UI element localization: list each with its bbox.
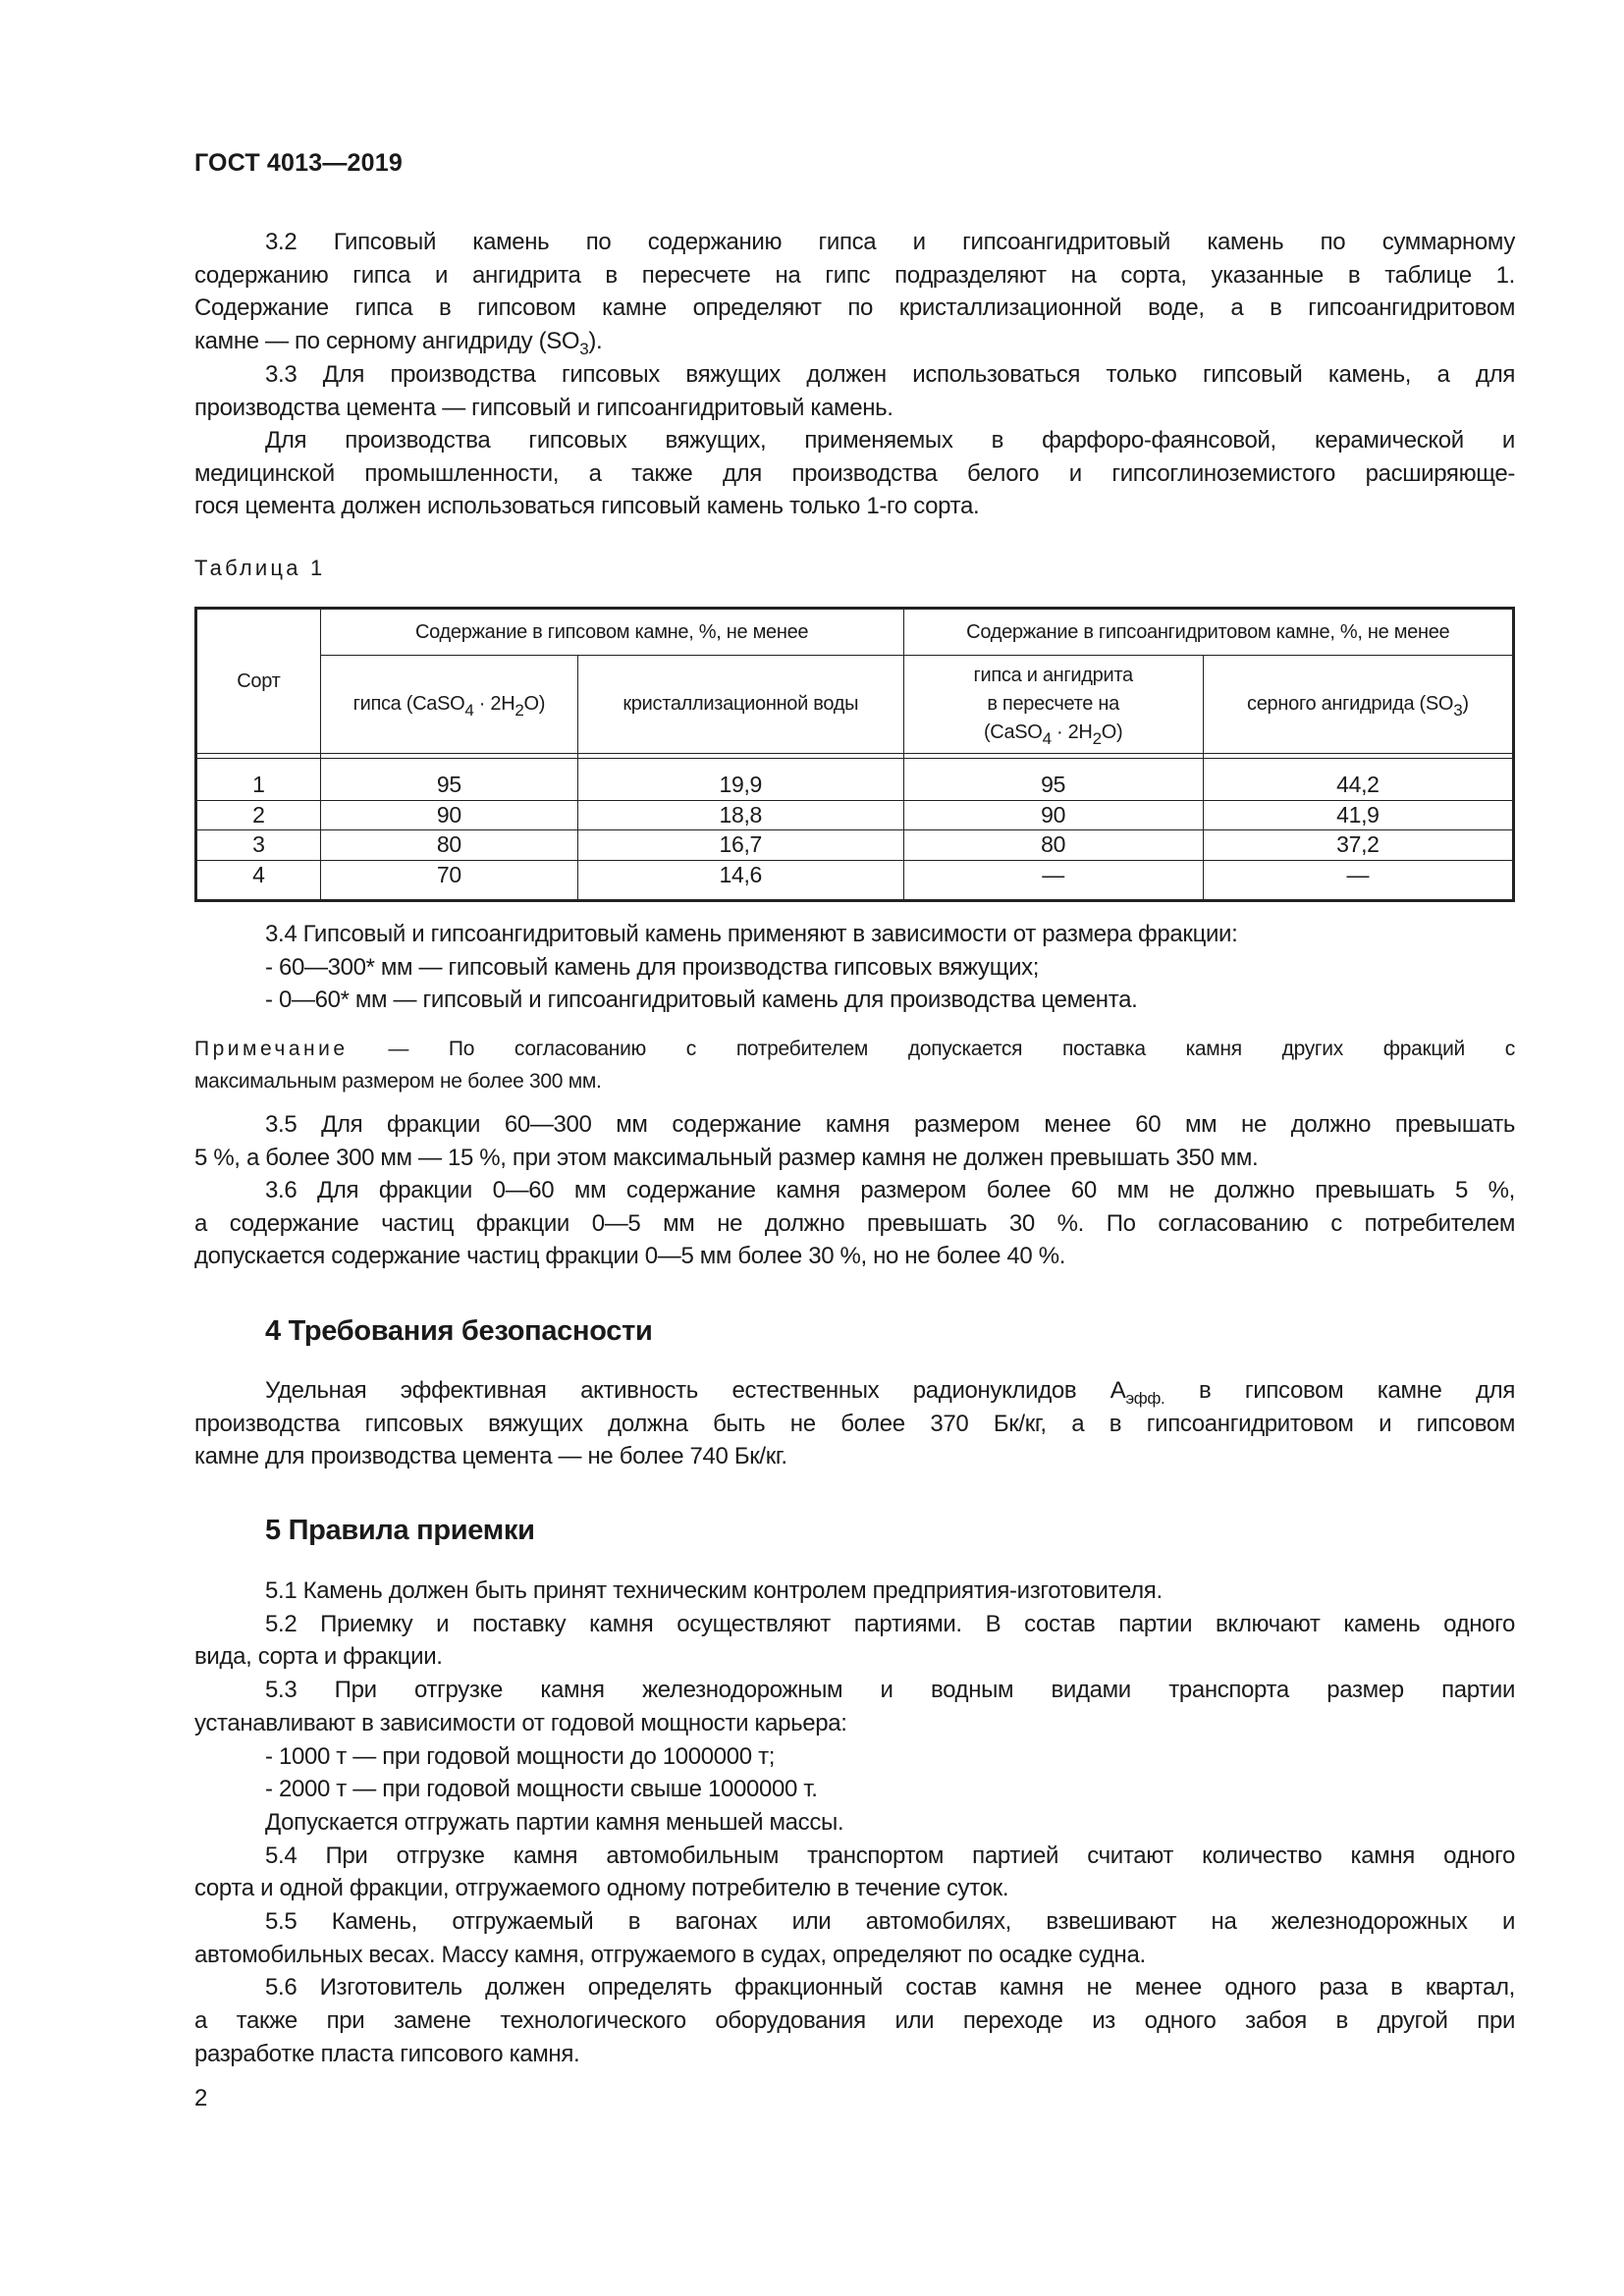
- cell: 90: [320, 800, 577, 830]
- text-line: содержанию гипса и ангидрита в пересчете на гипс подразделяют на сорта, указанные в таблице 1.: [194, 261, 1515, 289]
- cell: 95: [320, 759, 577, 801]
- table-row: [196, 860, 1514, 901]
- cell: 2: [196, 800, 321, 830]
- text-line: производства цемента — гипсовый и гипсоангидритовый камень.: [194, 394, 893, 421]
- text-line: Удельная эффективная активность естественных радионуклидов $A_{эфф.}$ в гипсовом камне для: [265, 1377, 1515, 1408]
- note: [194, 1033, 1515, 1097]
- section-heading-5: 5 Правила приемки: [265, 1515, 535, 1546]
- table-caption: Таблица 1: [194, 556, 326, 580]
- paragraph-3-2: [194, 226, 1515, 358]
- column-header-gypsum-anhydrite: гипса и ангидрита в пересчете на (CaSO$_4$ · $2H_2O$): [903, 656, 1203, 754]
- grade-table: [194, 607, 1515, 902]
- cell: 41,9: [1203, 800, 1513, 830]
- text-line: допускается содержание частиц фракции 0—5 мм более 30 %, но не более 40 %.: [194, 1243, 1066, 1270]
- cell: 18,8: [578, 800, 904, 830]
- column-header-gypsum: гипса (CaSO$_4$ · $2H_2O$): [320, 656, 577, 754]
- column-group-gypsum: Содержание в гипсовом камне, %, не менее: [320, 609, 903, 656]
- paragraph-5-1: 5.1 Камень должен быть принят техническим контролем предприятия-изготовителя.: [265, 1577, 1163, 1604]
- paragraph-5-2: 5.2 Приемку и поставку камня осуществляют партиями. В состав партии включают камень одного: [265, 1610, 1515, 1637]
- section-5-body: [194, 1575, 1515, 2071]
- text-line: 3.3 Для производства гипсовых вяжущих должен использоваться только гипсовый камень, а для: [265, 361, 1515, 388]
- text-line: медицинской промышленности, а также для производства белого и гипсоглиноземистого расширяюще-: [194, 459, 1515, 487]
- cell: 1: [196, 759, 321, 801]
- cell: 80: [320, 830, 577, 861]
- list-item: - 0—60* мм — гипсовый и гипсоангидритовый камень для производства цемента.: [265, 987, 1138, 1014]
- cell: 95: [903, 759, 1203, 801]
- text-line: Примечание — По согласованию с потребителем допускается поставка камня других фракций с: [194, 1038, 1515, 1060]
- text-line: автомобильных весах. Массу камня, отгружаемого в судах, определяют по осадке судна.: [194, 1941, 1146, 1968]
- paragraph-4: [194, 1374, 1515, 1473]
- paragraph-3-4: [194, 918, 1515, 1017]
- cell: 80: [903, 830, 1203, 861]
- cell: 14,6: [578, 860, 904, 901]
- text-line: сорта и одной фракции, отгружаемого одному потребителю в течение суток.: [194, 1875, 1009, 1902]
- list-item: - 60—300* мм — гипсовый камень для производства гипсовых вяжущих;: [265, 953, 1040, 981]
- cell: 4: [196, 860, 321, 901]
- text-line: Содержание гипса в гипсовом камне определяют по кристаллизационной воде, а в гипсоангидритовом: [194, 294, 1515, 322]
- cell: 19,9: [578, 759, 904, 801]
- text-line: 3.5 Для фракции 60—300 мм содержание камня размером менее 60 мм не должно превышать: [265, 1111, 1515, 1138]
- cell: —: [903, 860, 1203, 901]
- paragraph-3-6: [194, 1174, 1515, 1273]
- section-heading-4: 4 Требования безопасности: [265, 1315, 653, 1347]
- text-line: Для производства гипсовых вяжущих, применяемых в фарфоро-фаянсовой, керамической и: [265, 427, 1515, 454]
- list-item: - 2000 т — при годовой мощности свыше 1000000 т.: [265, 1776, 818, 1803]
- text-line: 3.6 Для фракции 0—60 мм содержание камня размером более 60 мм не должно превышать 5 %,: [265, 1177, 1515, 1203]
- text-line: камне для производства цемента — не более 740 Бк/кг.: [194, 1443, 787, 1470]
- text-line: устанавливают в зависимости от годовой мощности карьера:: [194, 1709, 847, 1736]
- text-line: производства гипсовых вяжущих должна быть не более 370 Бк/кг, а в гипсоангидритовом и гипсовом: [194, 1410, 1515, 1437]
- table-header-row: [196, 609, 1514, 656]
- column-header-crystal-water: кристаллизационной воды: [578, 656, 904, 754]
- page-number: 2: [194, 2085, 208, 2111]
- text-line: 3.2 Гипсовый камень по содержанию гипса и гипсоангидритовый камень по суммарному: [265, 229, 1515, 255]
- text-line: Допускается отгружать партии камня меньшей массы.: [265, 1808, 844, 1836]
- table-row: [196, 759, 1514, 801]
- document-id-header: ГОСТ 4013—2019: [194, 149, 403, 177]
- table-row: [196, 800, 1514, 830]
- cell: 3: [196, 830, 321, 861]
- paragraph-5-3: 5.3 При отгрузке камня железнодорожным и водным видами транспорта размер партии: [265, 1677, 1515, 1704]
- cell: 44,2: [1203, 759, 1513, 801]
- table-subheader-row: [196, 656, 1514, 754]
- text-line: а также при замене технологического оборудования или переходе из одного забоя в другой при: [194, 2007, 1515, 2035]
- text-line: вида, сорта и фракции.: [194, 1643, 443, 1671]
- text-line: 5 %, а более 300 мм — 15 %, при этом максимальный размер камня не должен превышать 350 мм.: [194, 1144, 1259, 1171]
- text-line: 3.4 Гипсовый и гипсоангидритовый камень применяют в зависимости от размера фракции:: [265, 921, 1238, 947]
- paragraph-3-3-continued: [194, 424, 1515, 523]
- cell: 16,7: [578, 830, 904, 861]
- paragraph-3-3: [194, 358, 1515, 424]
- text-line: гося цемента должен использоваться гипсовый камень только 1-го сорта.: [194, 493, 980, 520]
- column-header-sort: Сорт: [196, 609, 321, 754]
- note-label: Примечание: [194, 1038, 349, 1060]
- list-item: - 1000 т — при годовой мощности до 1000000 т;: [265, 1742, 776, 1770]
- paragraph-5-6: 5.6 Изготовитель должен определять фракционный состав камня не менее одного раза в квартал,: [265, 1974, 1515, 2002]
- paragraph-5-5: 5.5 Камень, отгружаемый в вагонах или автомобилях, взвешивают на железнодорожных и: [265, 1908, 1515, 1936]
- text-line: разработке пласта гипсового камня.: [194, 2040, 580, 2067]
- cell: 70: [320, 860, 577, 901]
- paragraph-3-5: [194, 1108, 1515, 1174]
- text-line: камне — по серному ангидриду $(SO_3)$.: [194, 328, 603, 359]
- table-row: [196, 830, 1514, 861]
- cell: 37,2: [1203, 830, 1513, 861]
- column-group-anhydrite: Содержание в гипсоангидритовом камне, %, не менее: [903, 609, 1513, 656]
- cell: —: [1203, 860, 1513, 901]
- cell: 90: [903, 800, 1203, 830]
- paragraph-5-4: 5.4 При отгрузке камня автомобильным транспортом партией считают количество камня одного: [265, 1842, 1515, 1869]
- column-header-so3: серного ангидрида $(SO_3)$: [1203, 656, 1513, 754]
- text-line: максимальным размером не более 300 мм.: [194, 1070, 602, 1093]
- text-line: а содержание частиц фракции 0—5 мм не должно превышать 30 %. По согласованию с потребителем: [194, 1209, 1515, 1237]
